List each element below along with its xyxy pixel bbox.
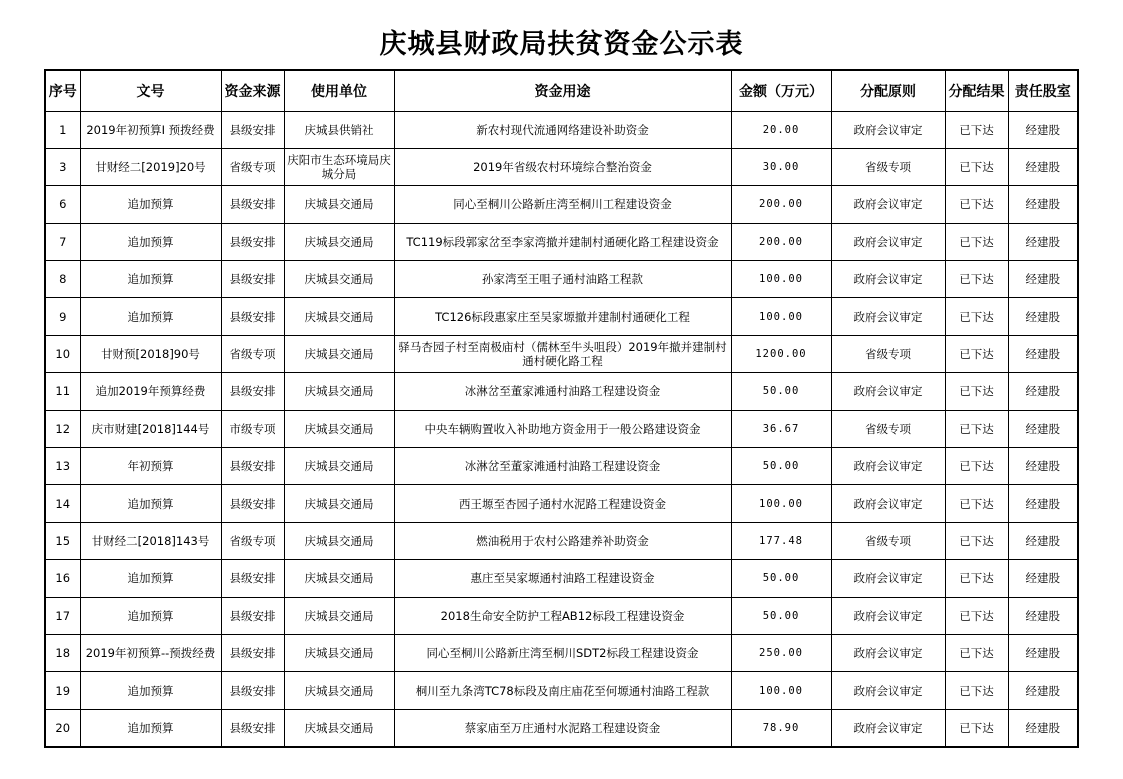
cell-allocation-principle: 政府会议审定: [831, 560, 945, 597]
cell-responsible-office: 经建股: [1008, 672, 1078, 709]
cell-allocation-result: 已下达: [945, 597, 1008, 634]
cell-amount: 100.00: [731, 261, 831, 298]
cell-amount: 1200.00: [731, 335, 831, 372]
cell-user-unit: 庆城县供销社: [284, 111, 394, 148]
cell-fund-source: 县级安排: [221, 111, 284, 148]
cell-fund-source: 县级安排: [221, 560, 284, 597]
page-title: 庆城县财政局扶贫资金公示表: [379, 29, 744, 60]
cell-fund-purpose: TC126标段惠家庄至吴家塬撤并建制村通硬化工程: [394, 298, 731, 335]
cell-fund-source: 县级安排: [221, 223, 284, 260]
cell-amount: 20.00: [731, 111, 831, 148]
cell-allocation-principle: 政府会议审定: [831, 485, 945, 522]
cell-fund-purpose: 冰淋岔至董家滩通村油路工程建设资金: [394, 448, 731, 485]
cell-user-unit: 庆城县交通局: [284, 709, 394, 746]
cell-doc-number: 2019年初预算--预拨经费: [80, 634, 221, 671]
table-row: [45, 634, 1078, 671]
cell-fund-purpose: TC119标段郭家岔至李家湾撤并建制村通硬化路工程建设资金: [394, 223, 731, 260]
table-row: [45, 485, 1078, 522]
cell-fund-source: 省级专项: [221, 522, 284, 559]
header-allocation-principle: 分配原则: [831, 70, 945, 111]
cell-fund-source: 县级安排: [221, 485, 284, 522]
table-row: [45, 373, 1078, 410]
cell-allocation-principle: 政府会议审定: [831, 634, 945, 671]
cell-fund-purpose: 蔡家庙至万庄通村水泥路工程建设资金: [394, 709, 731, 746]
cell-index: 11: [45, 373, 80, 410]
cell-fund-purpose: 燃油税用于农村公路建养补助资金: [394, 522, 731, 559]
cell-allocation-result: 已下达: [945, 298, 1008, 335]
cell-fund-purpose: 同心至桐川公路新庄湾至桐川SDT2标段工程建设资金: [394, 634, 731, 671]
table-row: [45, 223, 1078, 260]
cell-index: 1: [45, 111, 80, 148]
cell-responsible-office: 经建股: [1008, 261, 1078, 298]
cell-fund-source: 县级安排: [221, 448, 284, 485]
cell-doc-number: 年初预算: [80, 448, 221, 485]
cell-amount: 250.00: [731, 634, 831, 671]
header-allocation-result: 分配结果: [945, 70, 1008, 111]
cell-amount: 100.00: [731, 485, 831, 522]
cell-responsible-office: 经建股: [1008, 373, 1078, 410]
cell-allocation-result: 已下达: [945, 223, 1008, 260]
cell-fund-source: 县级安排: [221, 298, 284, 335]
cell-allocation-principle: 政府会议审定: [831, 111, 945, 148]
cell-allocation-principle: 政府会议审定: [831, 597, 945, 634]
cell-allocation-principle: 政府会议审定: [831, 448, 945, 485]
cell-index: 18: [45, 634, 80, 671]
cell-fund-purpose: 中央车辆购置收入补助地方资金用于一般公路建设资金: [394, 410, 731, 447]
cell-allocation-principle: 省级专项: [831, 148, 945, 185]
cell-allocation-result: 已下达: [945, 485, 1008, 522]
cell-user-unit: 庆城县交通局: [284, 223, 394, 260]
cell-amount: 100.00: [731, 672, 831, 709]
cell-allocation-principle: 政府会议审定: [831, 672, 945, 709]
cell-amount: 50.00: [731, 373, 831, 410]
cell-allocation-result: 已下达: [945, 261, 1008, 298]
cell-user-unit: 庆城县交通局: [284, 634, 394, 671]
cell-responsible-office: 经建股: [1008, 410, 1078, 447]
cell-doc-number: 追加预算: [80, 597, 221, 634]
cell-fund-source: 省级专项: [221, 335, 284, 372]
cell-user-unit: 庆城县交通局: [284, 448, 394, 485]
cell-allocation-result: 已下达: [945, 448, 1008, 485]
cell-index: 10: [45, 335, 80, 372]
table-row: [45, 709, 1078, 746]
cell-index: 14: [45, 485, 80, 522]
cell-user-unit: 庆城县交通局: [284, 560, 394, 597]
cell-responsible-office: 经建股: [1008, 186, 1078, 223]
table-row: [45, 261, 1078, 298]
cell-index: 6: [45, 186, 80, 223]
cell-fund-purpose: 桐川至九条湾TC78标段及南庄庙花至何塬通村油路工程款: [394, 672, 731, 709]
cell-fund-purpose: 孙家湾至王咀子通村油路工程款: [394, 261, 731, 298]
cell-amount: 50.00: [731, 448, 831, 485]
cell-amount: 200.00: [731, 223, 831, 260]
header-user-unit: 使用单位: [284, 70, 394, 111]
cell-index: 8: [45, 261, 80, 298]
header-amount: 金额（万元）: [731, 70, 831, 111]
table-row: [45, 597, 1078, 634]
cell-allocation-result: 已下达: [945, 148, 1008, 185]
cell-responsible-office: 经建股: [1008, 597, 1078, 634]
header-fund-source: 资金来源: [221, 70, 284, 111]
cell-allocation-principle: 省级专项: [831, 410, 945, 447]
cell-user-unit: 庆城县交通局: [284, 485, 394, 522]
cell-fund-source: 县级安排: [221, 672, 284, 709]
cell-fund-purpose: 新农村现代流通网络建设补助资金: [394, 111, 731, 148]
table-row: [45, 298, 1078, 335]
table-row: [45, 410, 1078, 447]
cell-fund-source: 县级安排: [221, 186, 284, 223]
cell-user-unit: 庆城县交通局: [284, 373, 394, 410]
cell-fund-source: 县级安排: [221, 373, 284, 410]
cell-user-unit: 庆城县交通局: [284, 597, 394, 634]
cell-fund-source: 市级专项: [221, 410, 284, 447]
cell-allocation-result: 已下达: [945, 560, 1008, 597]
cell-responsible-office: 经建股: [1008, 522, 1078, 559]
cell-user-unit: 庆城县交通局: [284, 261, 394, 298]
cell-doc-number: 甘财经二[2018]143号: [80, 522, 221, 559]
cell-allocation-principle: 政府会议审定: [831, 261, 945, 298]
table-row: [45, 560, 1078, 597]
cell-user-unit: 庆城县交通局: [284, 522, 394, 559]
cell-fund-source: 县级安排: [221, 261, 284, 298]
cell-doc-number: 追加预算: [80, 560, 221, 597]
cell-user-unit: 庆城县交通局: [284, 186, 394, 223]
cell-allocation-principle: 政府会议审定: [831, 709, 945, 746]
cell-index: 19: [45, 672, 80, 709]
cell-index: 3: [45, 148, 80, 185]
cell-allocation-principle: 省级专项: [831, 335, 945, 372]
cell-doc-number: 甘财经二[2019]20号: [80, 148, 221, 185]
cell-allocation-result: 已下达: [945, 335, 1008, 372]
cell-fund-source: 县级安排: [221, 597, 284, 634]
cell-index: 9: [45, 298, 80, 335]
cell-allocation-result: 已下达: [945, 373, 1008, 410]
fund-table: [44, 69, 1079, 748]
cell-fund-purpose: 驿马杏园子村至南极庙村（儒林至牛头咀段）2019年撤并建制村通村硬化路工程: [394, 335, 731, 372]
table-row: [45, 186, 1078, 223]
table-body: [45, 111, 1078, 747]
cell-user-unit: 庆城县交通局: [284, 298, 394, 335]
cell-fund-purpose: 惠庄至吴家塬通村油路工程建设资金: [394, 560, 731, 597]
cell-responsible-office: 经建股: [1008, 709, 1078, 746]
cell-user-unit: 庆阳市生态环境局庆城分局: [284, 148, 394, 185]
cell-responsible-office: 经建股: [1008, 148, 1078, 185]
header-responsible-office: 责任股室: [1008, 70, 1078, 111]
cell-responsible-office: 经建股: [1008, 560, 1078, 597]
cell-amount: 36.67: [731, 410, 831, 447]
cell-doc-number: 追加预算: [80, 485, 221, 522]
cell-doc-number: 追加预算: [80, 223, 221, 260]
header-index: 序号: [45, 70, 80, 111]
cell-doc-number: 追加预算: [80, 186, 221, 223]
table-row: [45, 111, 1078, 148]
cell-fund-purpose: 西王塬至杏园子通村水泥路工程建设资金: [394, 485, 731, 522]
cell-allocation-principle: 政府会议审定: [831, 373, 945, 410]
cell-doc-number: 追加预算: [80, 298, 221, 335]
cell-allocation-principle: 政府会议审定: [831, 186, 945, 223]
cell-amount: 200.00: [731, 186, 831, 223]
cell-doc-number: 追加预算: [80, 672, 221, 709]
cell-doc-number: 庆市财建[2018]144号: [80, 410, 221, 447]
cell-amount: 50.00: [731, 560, 831, 597]
cell-amount: 177.48: [731, 522, 831, 559]
cell-responsible-office: 经建股: [1008, 298, 1078, 335]
cell-amount: 78.90: [731, 709, 831, 746]
cell-allocation-principle: 政府会议审定: [831, 298, 945, 335]
cell-index: 13: [45, 448, 80, 485]
cell-amount: 50.00: [731, 597, 831, 634]
cell-responsible-office: 经建股: [1008, 335, 1078, 372]
cell-responsible-office: 经建股: [1008, 485, 1078, 522]
cell-doc-number: 甘财预[2018]90号: [80, 335, 221, 372]
cell-allocation-result: 已下达: [945, 522, 1008, 559]
cell-allocation-result: 已下达: [945, 709, 1008, 746]
cell-fund-source: 县级安排: [221, 634, 284, 671]
cell-allocation-result: 已下达: [945, 410, 1008, 447]
cell-allocation-result: 已下达: [945, 186, 1008, 223]
table-row: [45, 148, 1078, 185]
table-row: [45, 672, 1078, 709]
cell-fund-purpose: 2018生命安全防护工程AB12标段工程建设资金: [394, 597, 731, 634]
cell-fund-purpose: 2019年省级农村环境综合整治资金: [394, 148, 731, 185]
cell-index: 15: [45, 522, 80, 559]
cell-fund-purpose: 同心至桐川公路新庄湾至桐川工程建设资金: [394, 186, 731, 223]
cell-user-unit: 庆城县交通局: [284, 672, 394, 709]
cell-allocation-result: 已下达: [945, 672, 1008, 709]
header-doc-number: 文号: [80, 70, 221, 111]
cell-allocation-principle: 政府会议审定: [831, 223, 945, 260]
cell-doc-number: 2019年初预算Ⅰ 预拨经费: [80, 111, 221, 148]
cell-amount: 100.00: [731, 298, 831, 335]
table-row: [45, 448, 1078, 485]
cell-responsible-office: 经建股: [1008, 448, 1078, 485]
cell-doc-number: 追加2019年预算经费: [80, 373, 221, 410]
header-row: [45, 70, 1078, 111]
cell-user-unit: 庆城县交通局: [284, 410, 394, 447]
cell-doc-number: 追加预算: [80, 709, 221, 746]
cell-allocation-principle: 省级专项: [831, 522, 945, 559]
cell-allocation-result: 已下达: [945, 634, 1008, 671]
cell-fund-source: 县级安排: [221, 709, 284, 746]
cell-index: 16: [45, 560, 80, 597]
cell-amount: 30.00: [731, 148, 831, 185]
cell-responsible-office: 经建股: [1008, 634, 1078, 671]
cell-index: 17: [45, 597, 80, 634]
cell-user-unit: 庆城县交通局: [284, 335, 394, 372]
cell-index: 20: [45, 709, 80, 746]
cell-fund-source: 省级专项: [221, 148, 284, 185]
cell-doc-number: 追加预算: [80, 261, 221, 298]
cell-index: 12: [45, 410, 80, 447]
cell-index: 7: [45, 223, 80, 260]
cell-allocation-result: 已下达: [945, 111, 1008, 148]
table-row: [45, 522, 1078, 559]
cell-responsible-office: 经建股: [1008, 111, 1078, 148]
cell-fund-purpose: 冰淋岔至董家滩通村油路工程建设资金: [394, 373, 731, 410]
header-fund-purpose: 资金用途: [394, 70, 731, 111]
table-row: [45, 335, 1078, 372]
cell-responsible-office: 经建股: [1008, 223, 1078, 260]
